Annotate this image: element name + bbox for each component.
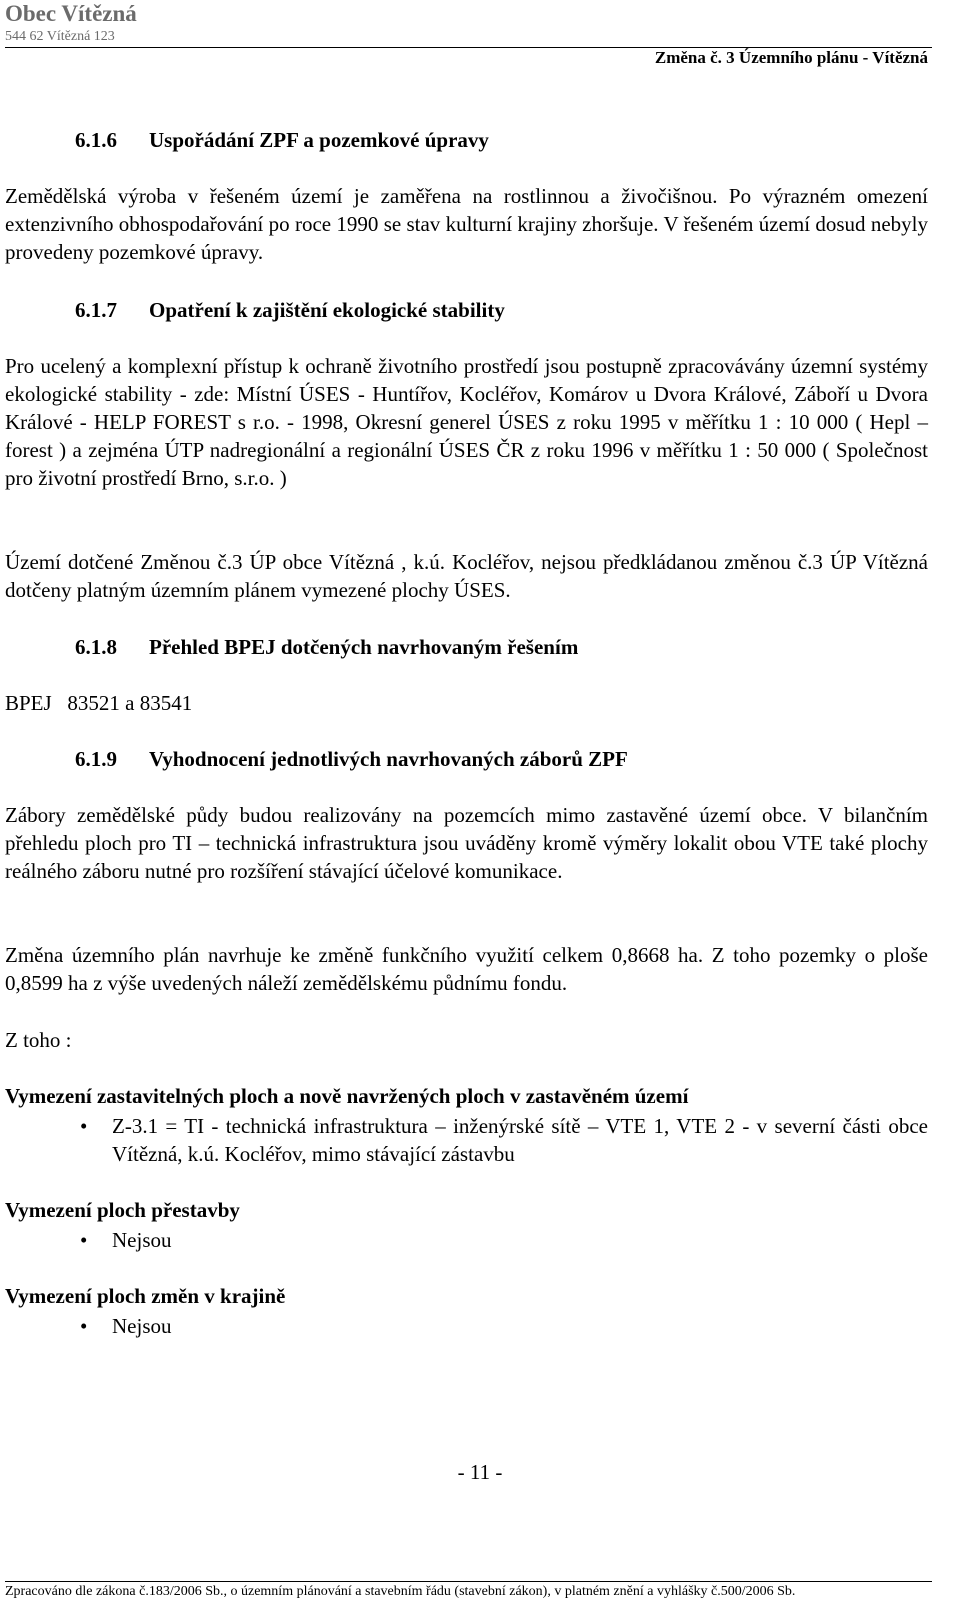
page-header-left <box>5 0 137 46</box>
paragraph-zpf: Zemědělská výroba v řešeném území je zaměřena na rostlinnou a živočišnou. Po výrazném omezení extenzivního obhospodařování po roce 1990 se stav kulturní krajiny zhoršuje. V řešeném území dosud nebyly provedeny pozemkové úpravy. <box>5 184 928 264</box>
list-item <box>5 1112 928 1168</box>
section-title: Přehled BPEJ dotčených navrhovaným řešením <box>149 635 579 659</box>
section-title: Vyhodnocení jednotlivých navrhovaných záborů ZPF <box>149 747 628 771</box>
group-heading-zmeny-v-krajine: Vymezení ploch změn v krajině <box>5 1284 286 1308</box>
section-heading-6-1-8 <box>75 633 578 661</box>
section-number: 6.1.9 <box>75 747 117 771</box>
paragraph-uses: Pro ucelený a komplexní přístup k ochraně životního prostředí jsou postupně zpracovávány územní systémy ekologické stability - zde: Místní ÚSES - Huntířov, Kocléřov, Komárov u Dvora Králové, Záboří u Dvora Králové - HELP FOREST s r.o. - 1998, Okresní generel ÚSES z roku 1995 v měřítku 1 : 10 000 ( Hepl – forest ) a zejména ÚTP nadregionální a regionální ÚSES ČR z roku 1996 v měřítku 1 : 50 000 ( Společnost pro životní prostředí Brno, s.r.o. ) <box>5 354 928 490</box>
section-heading-6-1-6 <box>75 126 489 154</box>
section-title: Uspořádání ZPF a pozemkové úpravy <box>149 128 489 152</box>
paragraph-zmena: Změna územního plán navrhuje ke změně funkčního využití celkem 0,8668 ha. Z toho pozemky o ploše 0,8599 ha z výše uvedených náleží zemědělskému půdnímu fondu. <box>5 943 928 995</box>
paragraph-z-toho: Z toho : <box>5 1028 72 1052</box>
bullet-icon: • <box>80 1314 88 1338</box>
section-number: 6.1.8 <box>75 635 117 659</box>
organization-address: 544 62 Vítězná 123 <box>5 29 115 44</box>
group-heading-prestavby: Vymezení ploch přestavby <box>5 1198 240 1222</box>
document-title: Změna č. 3 Územního plánu - Vítězná <box>654 48 928 67</box>
paragraph-zabory: Zábory zemědělské půdy budou realizovány na pozemcích mimo zastavěné území obce. V bilančním přehledu ploch pro TI – technická infrastruktura jsou uváděny kromě výměry lokalit obou VTE také plochy reálného záboru nutné pro rozšíření stávající účelové komunikace. <box>5 803 928 883</box>
bullet-icon: • <box>80 1114 88 1138</box>
list-item <box>5 1226 928 1254</box>
organization-name: Obec Vítězná <box>5 1 137 26</box>
section-title: Opatření k zajištění ekologické stability <box>149 298 505 322</box>
section-number: 6.1.6 <box>75 128 117 152</box>
list-item <box>5 1312 928 1340</box>
page-number: - 11 - <box>457 1460 503 1484</box>
bullet-icon: • <box>80 1228 88 1252</box>
section-heading-6-1-7 <box>75 296 505 324</box>
page-footer: Zpracováno dle zákona č.183/2006 Sb., o územním plánování a stavebním řádu (stavební zákon), v platném znění a vyhlášky č.500/2006 Sb. <box>5 1584 796 1599</box>
section-number: 6.1.7 <box>75 298 117 322</box>
footer-rule <box>5 1581 932 1582</box>
list-item-text: Nejsou <box>112 1314 172 1338</box>
group-heading-zastavitelne: Vymezení zastavitelných ploch a nově navržených ploch v zastavěném území <box>5 1084 689 1108</box>
list-item-text: Nejsou <box>112 1228 172 1252</box>
list-item-text: Z-3.1 = TI - technická infrastruktura – inženýrské sítě – VTE 1, VTE 2 - v severní části obce Vítězná, k.ú. Kocléřov, mimo stávající zástavbu <box>112 1114 928 1166</box>
section-heading-6-1-9 <box>75 745 628 773</box>
paragraph-bpej: BPEJ 83521 a 83541 <box>5 691 193 715</box>
paragraph-uzemi: Území dotčené Změnou č.3 ÚP obce Vítězná , k.ú. Kocléřov, nejsou předkládanou změnou č.3 ÚP Vítězná dotčeny platným územním plánem vymezené plochy ÚSES. <box>5 550 928 602</box>
